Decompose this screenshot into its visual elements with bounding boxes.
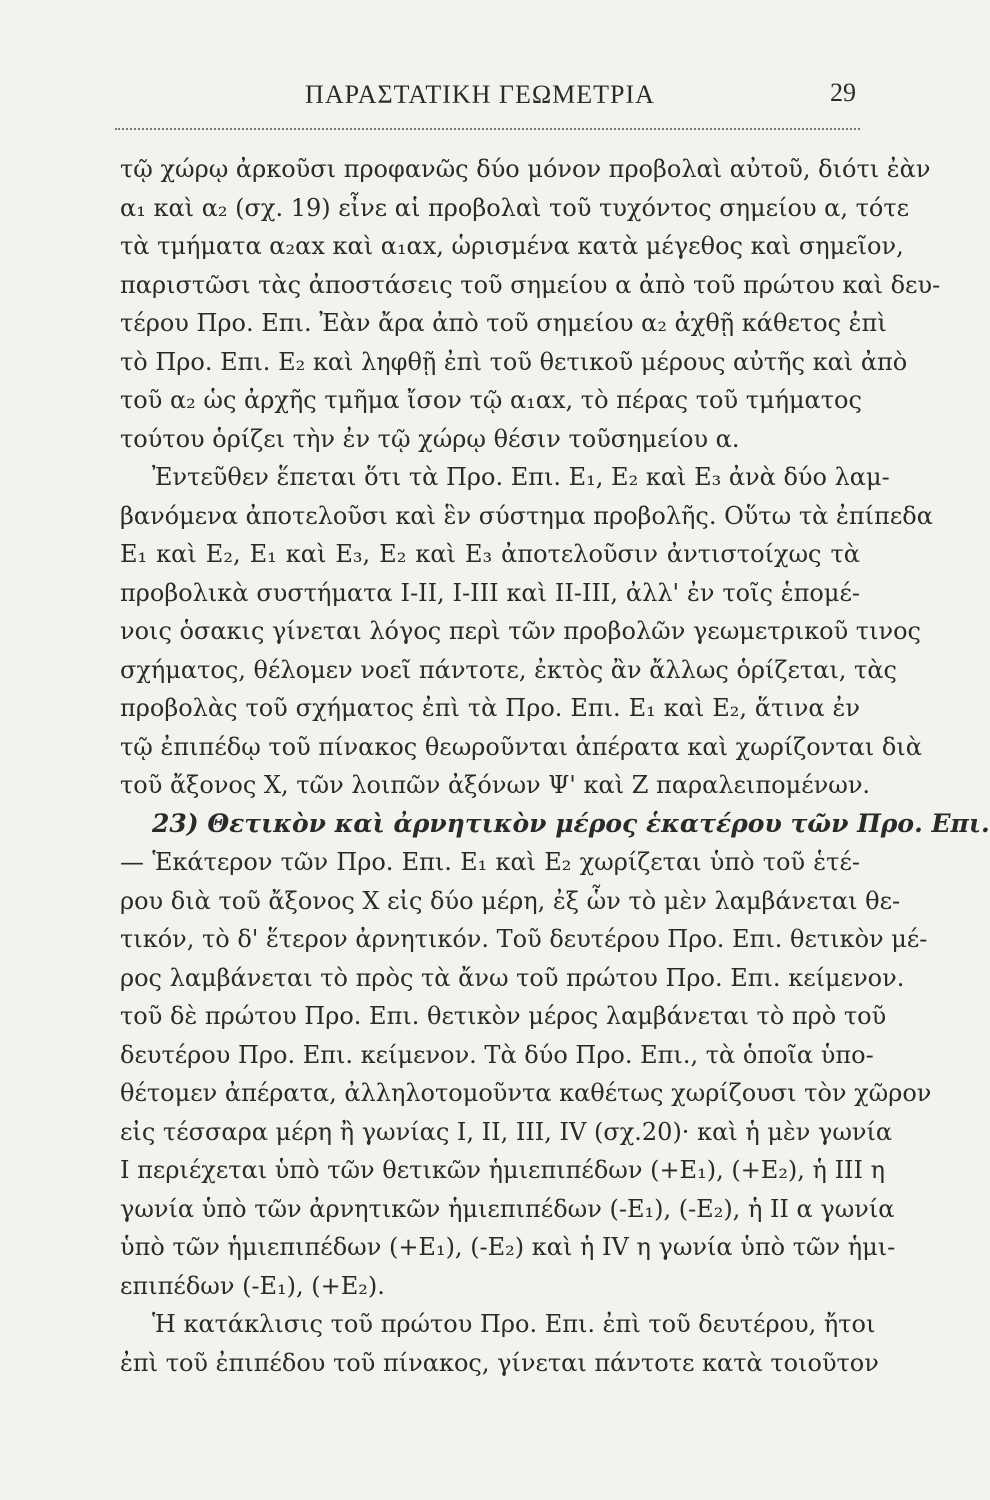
text-line: ρου διὰ τοῦ ἄξονος Χ εἰς δύο μέρη, ἐξ ὧν τὸ μὲν λαμβάνεται θε- [120,886,901,915]
text-line: σχήματος, θέλομεν νοεῖ πάντοτε, ἐκτὸς ἂν ἄλλως ὁρίζεται, τὰς [120,655,897,684]
body-text [120,150,990,1382]
text-line: προβολικὰ συστήματα I-II, I-III καὶ II-III, ἀλλ' ἐν τοῖς ἑπομέ- [120,578,860,607]
text-line: βανόμενα ἀποτελοῦσι καὶ ἓν σύστημα προβολῆς. Οὕτω τὰ ἐπίπεδα [120,501,933,530]
text-line: τέρου Προ. Επι. Ἐὰν ἄρα ἀπὸ τοῦ σημείου α₂ ἀχθῇ κάθετος ἐπὶ [120,309,887,337]
text-line: τοῦ ἄξονος Χ, τῶν λοιπῶν ἀξόνων Ψ' καὶ Ζ παραλειπομένων. [120,771,871,799]
text-line: Ἐντεῦθεν ἕπεται ὅτι τὰ Προ. Επι. Ε₁, Ε₂ καὶ Ε₃ ἀνὰ δύο λαμ- [152,463,890,491]
text-line: τῷ χώρῳ ἀρκοῦσι προφανῶς δύο μόνον προβολαὶ αὐτοῦ, διότι ἐὰν [120,155,931,183]
text-line: Ἡ κατάκλισις τοῦ πρώτου Προ. Επι. ἐπὶ τοῦ δευτέρου, ἤτοι [152,1310,876,1338]
text-line: παριστῶσι τὰς ἀποστάσεις τοῦ σημείου α ἀπὸ τοῦ πρώτου καὶ δευ- [120,270,941,299]
text-line: τούτου ὁρίζει τὴν ἐν τῷ χώρῳ θέσιν τοῦσημείου α. [120,424,740,453]
text-line: ρος λαμβάνεται τὸ πρὸς τὰ ἄνω τοῦ πρώτου Προ. Επι. κείμενον. [120,963,905,992]
text-line: I περιέχεται ὑπὸ τῶν θετικῶν ἡμιεπιπέδων (+Ε₁), (+Ε₂), ἡ III η [120,1156,886,1184]
text-line: εἰς τέσσαρα μέρη ἢ γωνίας I, II, III, IV (σχ.20)· καὶ ἡ μὲν γωνία [120,1117,893,1146]
text-line: τὰ τμήματα α₂αx καὶ α₁αx, ὡρισμένα κατὰ μέγεθος καὶ σημεῖον, [120,232,904,260]
text-line: δευτέρου Προ. Επι. κείμενον. Τὰ δύο Προ. Επι., τὰ ὁποῖα ὑπο- [120,1040,874,1069]
text-line: Ε₁ καὶ Ε₂, Ε₁ καὶ Ε₃, Ε₂ καὶ Ε₃ ἀποτελοῦσιν ἀντιστοίχως τὰ [120,540,860,568]
text-line: επιπέδων (-Ε₁), (+Ε₂). [120,1271,385,1300]
text-line: νοις ὁσακις γίνεται λόγος περὶ τῶν προβολῶν γεωμετρικοῦ τινος [120,617,921,645]
text-line: τὸ Προ. Επι. Ε₂ καὶ ληφθῇ ἐπὶ τοῦ θετικοῦ μέρους αὐτῆς καὶ ἀπὸ [120,347,908,376]
text-line: γωνία ὑπὸ τῶν ἀρνητικῶν ἡμιεπιπέδων (-Ε₁), (-Ε₂), ἡ II α γωνία [120,1194,895,1223]
header-rule [115,128,860,130]
text-line: θέτομεν ἀπέρατα, ἀλληλοτομοῦντα καθέτως χωρίζουσι τὸν χῶρον [120,1079,932,1107]
text-line: τοῦ α₂ ὡς ἀρχῆς τμῆμα ἴσον τῷ α₁αx, τὸ πέρας τοῦ τμήματος [120,386,862,414]
text-line: τικόν, τὸ δ' ἕτερον ἀρνητικόν. Τοῦ δευτέρου Προ. Επι. θετικὸν μέ- [120,925,928,953]
section-heading-line [120,805,990,844]
section-heading: 23) Θετικὸν καὶ ἀρνητικὸν μέρος ἑκατέρου τῶν Προ. Επι. [152,808,990,838]
running-header [110,78,856,118]
text-line: — Ἑκάτερον τῶν Προ. Επι. Ε₁ καὶ Ε₂ χωρίζεται ὑπὸ τοῦ ἑτέ- [120,848,860,876]
running-title: ΠΑΡΑΣΤΑΤΙΚΗ ΓΕΩΜΕΤΡΙΑ [305,80,655,109]
text-line: τοῦ δὲ πρώτου Προ. Επι. θετικὸν μέρος λαμβάνεται τὸ πρὸ τοῦ [120,1002,887,1030]
text-line: προβολὰς τοῦ σχήματος ἐπὶ τὰ Προ. Επι. Ε₁ καὶ Ε₂, ἅτινα ἐν [120,694,860,722]
text-line: τῷ ἐπιπέδῳ τοῦ πίνακος θεωροῦνται ἀπέρατα καὶ χωρίζονται διὰ [120,732,922,761]
text-line: ὑπὸ τῶν ἡμιεπιπέδων (+Ε₁), (-Ε₂) καὶ ἡ IV η γωνία ὑπὸ τῶν ἡμι- [120,1233,896,1261]
page-number: 29 [830,78,856,107]
text-line: α₁ καὶ α₂ (σχ. 19) εἶνε αἱ προβολαὶ τοῦ τυχόντος σημείου α, τότε [120,193,910,222]
text-line: ἐπὶ τοῦ ἐπιπέδου τοῦ πίνακος, γίνεται πάντοτε κατὰ τοιοῦτον [120,1348,879,1377]
